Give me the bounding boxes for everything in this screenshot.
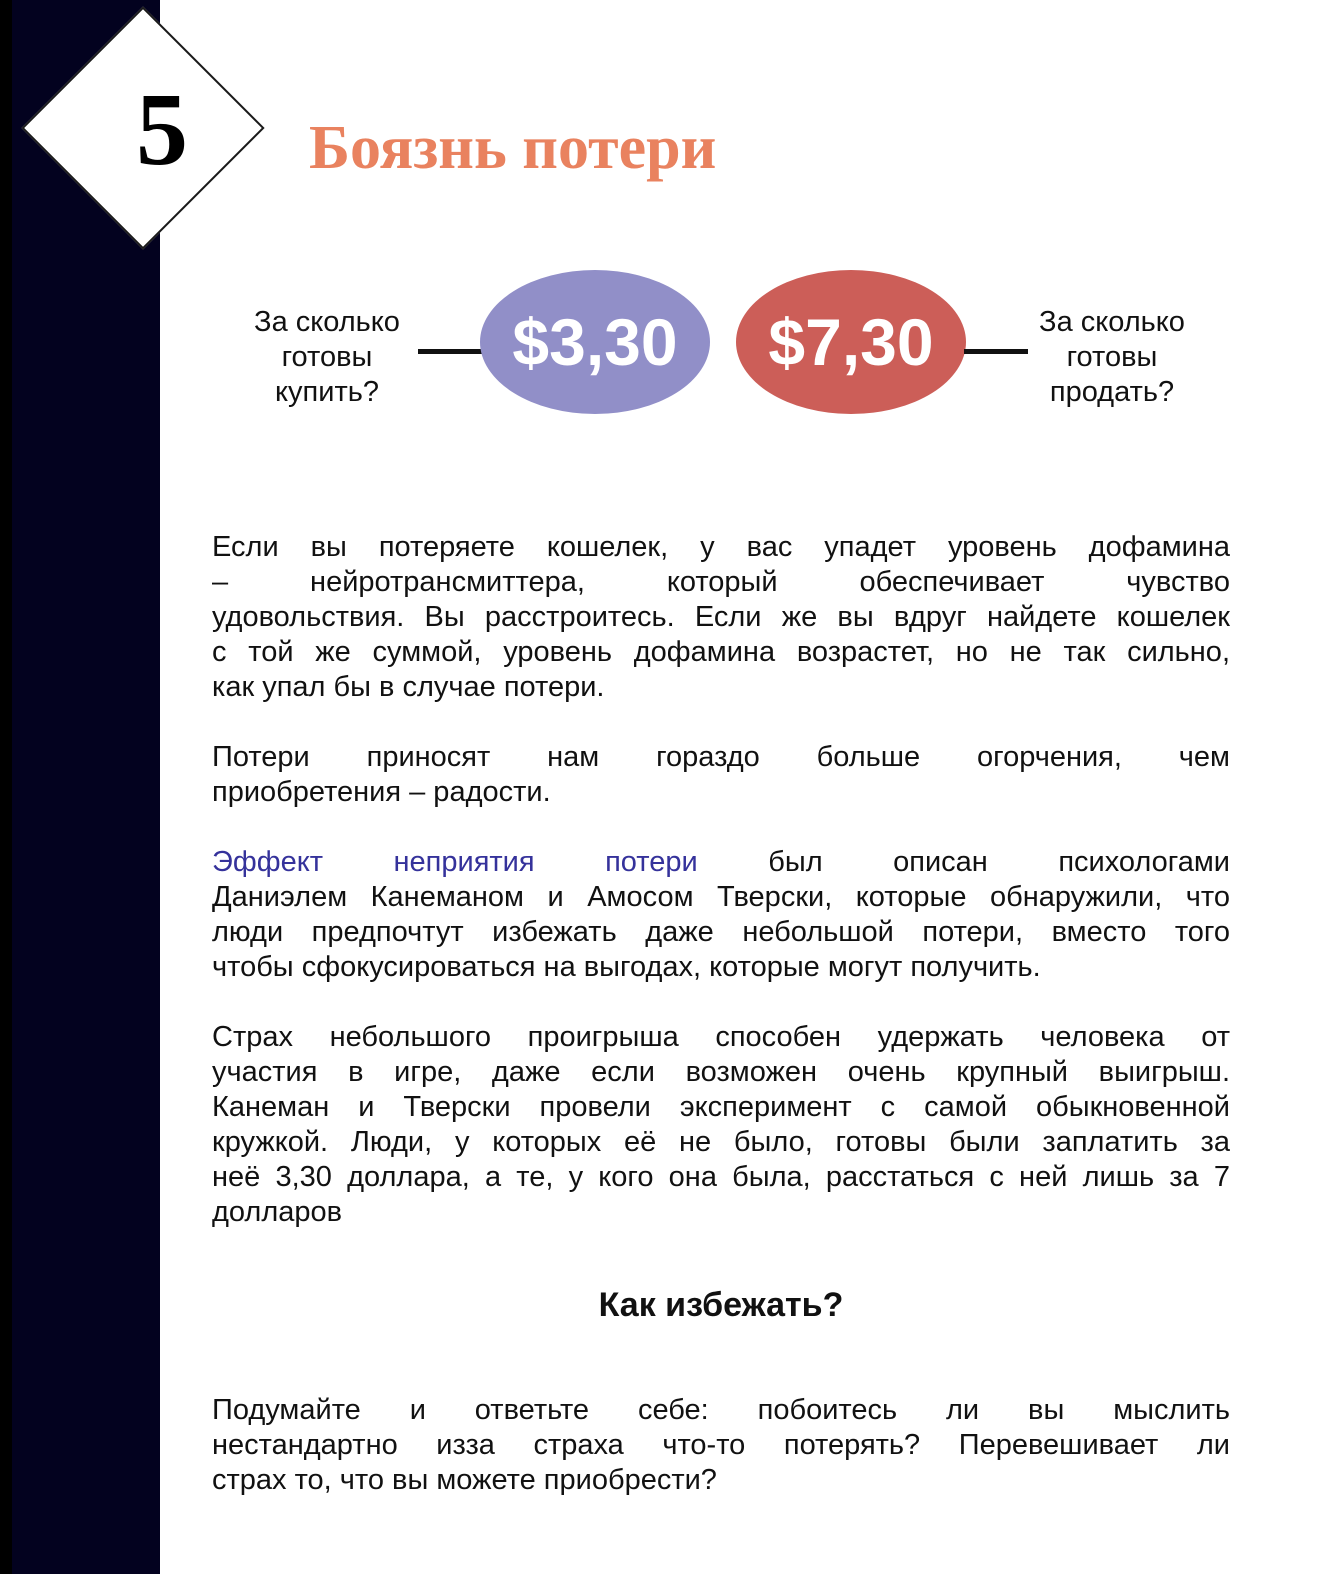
text-line: как упал бы в случае потери. [212,671,605,703]
text-line: Канеман и Тверски провели эксперимент с самой обыкновенной [212,1091,1230,1123]
text-line: участия в игре, даже если возможен очень крупный выигрыш. [212,1056,1230,1088]
text-line: чтобы сфокусироваться на выгодах, которые могут получить. [212,951,1041,983]
text-fragment: был описан психологами [697,846,1230,878]
sell-question-line: продать? [1049,376,1175,408]
text-line: неё 3,30 доллара, а те, у кого она была, расстаться с ней лишь за 7 [212,1161,1230,1193]
paragraph-loss-aversion [212,845,1230,985]
text-line: с той же суммой, уровень дофамина возрастет, но не так сильно, [212,636,1230,668]
buy-question [227,305,427,410]
sell-question-line: готовы [1066,341,1158,373]
text-line: нестандартно изза страха что-то потерять? Перевешивает ли [212,1429,1230,1461]
buy-question-line: За сколько [254,306,400,338]
document-page [12,0,1320,1574]
sell-question-line: За сколько [1039,306,1185,338]
text-line: Страх небольшого проигрыша способен удержать человека от [212,1021,1230,1053]
buy-price-value: $3,30 [512,305,678,379]
paragraph-closing [212,1393,1230,1498]
text-line: кружкой. Люди, у которых её не было, готовы были заплатить за [212,1126,1230,1158]
paragraph-dopamine [212,530,1230,705]
paragraph-experiment [212,1020,1230,1230]
section-subheading: Как избежать? [598,1286,844,1324]
text-line: страх то, что вы можете приобрести? [212,1464,717,1496]
text-line: – нейротрансмиттера, который обеспечивает чувство [212,566,1230,598]
text-line [212,845,1230,880]
text-line: Подумайте и ответьте себе: побоитесь ли вы мыслить [212,1394,1230,1426]
text-line: Потери приносят нам гораздо больше огорчения, чем [212,741,1230,773]
text-line: люди предпочтут избежать даже небольшой потери, вместо того [212,916,1230,948]
chapter-number: 5 [136,72,188,187]
buy-price-ellipse [480,270,710,414]
text-line: удовольствия. Вы расстроитесь. Если же вы вдруг найдете кошелек [212,601,1230,633]
text-line: Если вы потеряете кошелек, у вас упадет уровень дофамина [212,531,1230,563]
sell-price-value: $7,30 [768,305,934,379]
buy-connector-line [418,349,488,354]
sell-question [1012,305,1212,410]
buy-question-line: купить? [275,376,379,408]
sell-price-ellipse [736,270,966,414]
chapter-title: Боязнь потери [309,114,717,182]
loss-aversion-term: Эффект неприятия потери [212,846,698,878]
text-line: приобретения – радости. [212,776,551,808]
buy-question-line: готовы [281,341,373,373]
paragraph-losses [212,740,1230,810]
text-line: Даниэлем Канеманом и Амосом Тверски, которые обнаружили, что [212,881,1230,913]
text-line: долларов [212,1196,343,1228]
